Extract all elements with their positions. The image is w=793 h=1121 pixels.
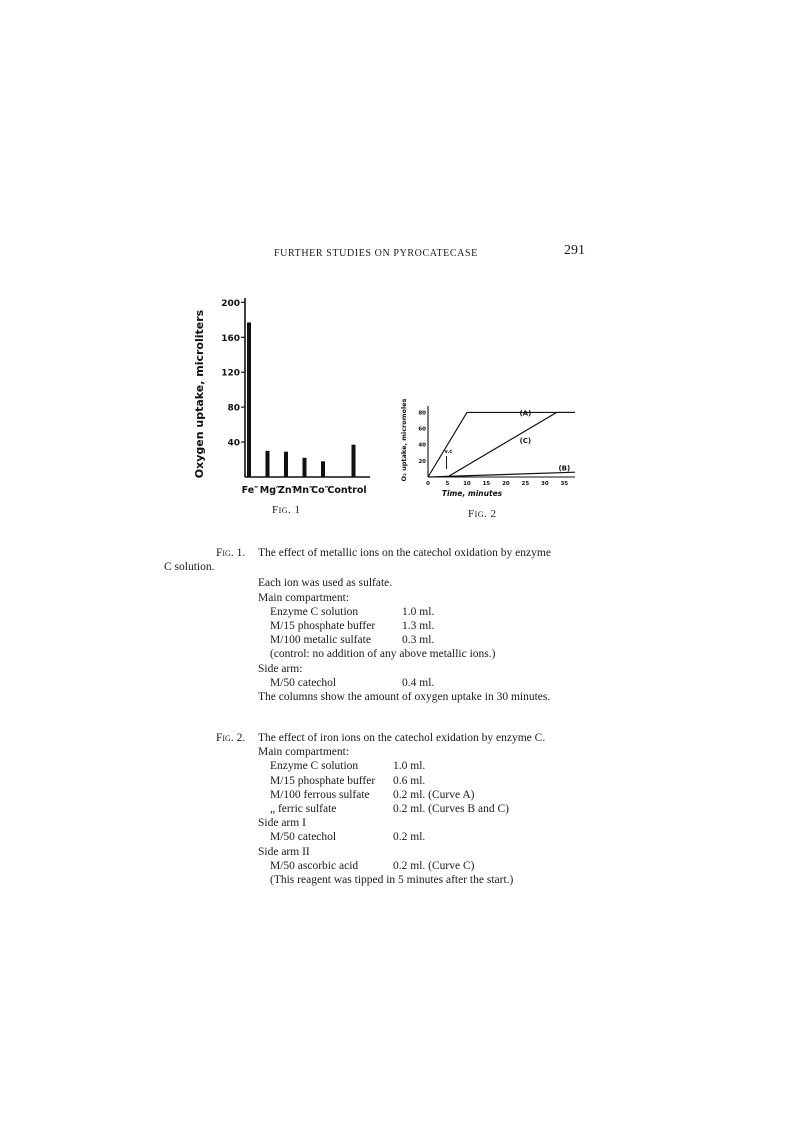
fig2-x-tick-label: 30 — [541, 481, 549, 487]
caption2-side1-heading: Side arm I — [258, 817, 306, 830]
reagent-row — [164, 676, 604, 690]
caption1-summary-row — [164, 690, 604, 704]
reagent-name: M/50 ascorbic acid — [270, 859, 359, 872]
fig1-bar — [247, 322, 251, 477]
caption2-side2-heading: Side arm II — [258, 845, 310, 858]
reagent-name: M/50 catechol — [270, 676, 337, 689]
fig1-y-tick-label: 200 — [221, 298, 240, 309]
reagent-name: „ ferric sulfate — [270, 802, 337, 815]
fig1-bar — [266, 451, 270, 477]
reagent-amount: 0.3 ml. — [402, 634, 435, 647]
fig1-y-ticks — [221, 299, 245, 449]
fig2-x-tick-label: 20 — [502, 481, 510, 487]
fig1-bar — [321, 461, 325, 477]
reagent-row — [164, 605, 604, 619]
caption2-side2-list — [164, 859, 604, 873]
fig1-y-tick-label: 120 — [221, 368, 240, 379]
fig1-axes — [245, 298, 370, 477]
fig1-label: Fig. 1 — [272, 504, 301, 516]
caption1-main-heading-row — [164, 591, 604, 605]
reagent-amount: 0.2 ml. (Curves B and C) — [393, 802, 509, 815]
caption1-label: Fig. 1. — [216, 547, 246, 559]
caption1-summary: The columns show the amount of oxygen uptake in 30 minutes. — [258, 690, 551, 703]
caption2-tip-row — [164, 873, 604, 887]
caption1-control-row — [164, 647, 604, 661]
fig2-y-tick-label: 80 — [418, 410, 426, 417]
fig1-category-label: Control — [327, 485, 367, 496]
reagent-row — [164, 774, 604, 788]
reagent-amount: 1.0 ml. — [402, 605, 435, 618]
fig1-bar — [284, 452, 288, 477]
reagent-row — [164, 802, 604, 816]
caption2-main-heading: Main compartment: — [258, 746, 350, 759]
fig2-curve — [428, 472, 575, 477]
fig2-x-tick-label: 0 — [426, 481, 430, 487]
fig1-category-label: Mn″ — [292, 485, 314, 496]
fig1-y-axis-label: Oxygen uptake, microliters — [193, 309, 206, 479]
fig1-category-label: Co″ — [311, 485, 329, 496]
fig2-x-tick-label: 5 — [445, 481, 450, 487]
caption2-side2-heading-row — [164, 845, 604, 859]
reagent-row — [164, 859, 604, 873]
caption2-label: Fig. 2. — [216, 732, 246, 744]
caption1-line1 — [164, 546, 604, 560]
fig1-category-label: Mg″ — [259, 485, 281, 496]
fig2-y-tick-label: 60 — [418, 426, 426, 433]
caption1-main-heading: Main compartment: — [258, 591, 350, 604]
reagent-name: Enzyme C solution — [270, 760, 359, 773]
fig2-x-axis-label: Time, minutes — [441, 489, 503, 498]
reagent-name: M/15 phosphate buffer — [270, 774, 376, 787]
fig1-category-label: Fe″ — [241, 485, 259, 496]
reagent-amount: 0.4 ml. — [402, 676, 435, 689]
caption1-reagent-list — [164, 605, 604, 648]
reagent-name: M/15 phosphate buffer — [270, 619, 376, 632]
reagent-amount: 0.2 ml. (Curve C) — [393, 859, 475, 872]
fig2-y-axis-label: O₂ uptake, micromoles — [400, 398, 408, 482]
fig1-y-tick-label: 40 — [227, 438, 240, 449]
reagent-row — [164, 633, 604, 647]
caption1-control-note: (control: no addition of any above metallic ions.) — [270, 648, 496, 661]
reagent-name: M/100 ferrous sulfate — [270, 788, 370, 801]
fig2-curve-label: (A) — [519, 409, 532, 418]
reagent-amount: 0.2 ml. — [393, 831, 426, 844]
fig1-bar — [303, 458, 307, 477]
fig2-curve — [447, 409, 575, 477]
fig2-y-tick-label: 40 — [418, 442, 426, 449]
reagent-amount: 1.3 ml. — [402, 619, 435, 632]
fig1-bars — [247, 322, 356, 477]
reagent-row — [164, 759, 604, 773]
fig1-y-tick-label: 80 — [227, 403, 240, 414]
reagent-name: M/100 metalic sulfate — [270, 634, 371, 647]
caption2-side1-heading-row — [164, 816, 604, 830]
caption1-line2: C solution. — [164, 561, 215, 574]
fig2-y-tick-label: 20 — [418, 458, 426, 465]
reagent-name: Enzyme C solution — [270, 605, 359, 618]
caption2-side1-list — [164, 830, 604, 844]
fig2-ticks — [418, 410, 571, 487]
page-number: 291 — [564, 243, 585, 258]
fig1-y-tick-label: 160 — [221, 333, 240, 344]
fig1-caption — [164, 546, 604, 704]
caption2-main-heading-row — [164, 745, 604, 759]
caption2-line1 — [164, 731, 604, 745]
caption1-side-heading-row — [164, 662, 604, 676]
fig2-label: Fig. 2 — [468, 508, 497, 520]
fig1-bar-chart — [190, 280, 390, 505]
fig1-category-labels — [242, 485, 367, 496]
fig2-x-tick-label: 10 — [463, 481, 471, 487]
caption1-text: The effect of metallic ions on the catechol oxidation by enzyme — [258, 547, 551, 559]
caption1-sulfate-note: Each ion was used as sulfate. — [258, 577, 393, 590]
caption1-side-list — [164, 676, 604, 690]
fig2-curve-label: (C) — [519, 437, 532, 446]
fig2-caption — [164, 731, 604, 887]
running-title: FURTHER STUDIES ON PYROCATECASE — [274, 248, 478, 259]
caption1-side-heading: Side arm: — [258, 662, 303, 675]
reagent-row — [164, 830, 604, 844]
caption2-reagent-list — [164, 759, 604, 816]
caption2-text: The effect of iron ions on the catechol exidation by enzyme C. — [258, 732, 546, 744]
fig1-bar — [352, 445, 356, 477]
fig2-x-tick-label: 35 — [560, 481, 569, 487]
fig1-category-label: Zn″ — [278, 485, 296, 496]
caption1-note-row — [164, 576, 604, 590]
fig2-curves — [428, 409, 575, 477]
reagent-name: M/50 catechol — [270, 831, 337, 844]
fig2-line-chart — [390, 390, 575, 502]
fig2-curve-label: (B) — [558, 464, 571, 473]
reagent-row — [164, 788, 604, 802]
reagent-amount: 1.0 ml. — [393, 760, 426, 773]
fig2-annotation: v.c — [444, 448, 453, 455]
fig2-x-tick-label: 25 — [521, 481, 530, 487]
reagent-amount: 0.6 ml. — [393, 774, 426, 787]
reagent-amount: 0.2 ml. (Curve A) — [393, 788, 475, 801]
caption2-tip-note: (This reagent was tipped in 5 minutes after the start.) — [270, 873, 514, 886]
fig2-x-tick-label: 15 — [482, 481, 491, 487]
reagent-row — [164, 619, 604, 633]
